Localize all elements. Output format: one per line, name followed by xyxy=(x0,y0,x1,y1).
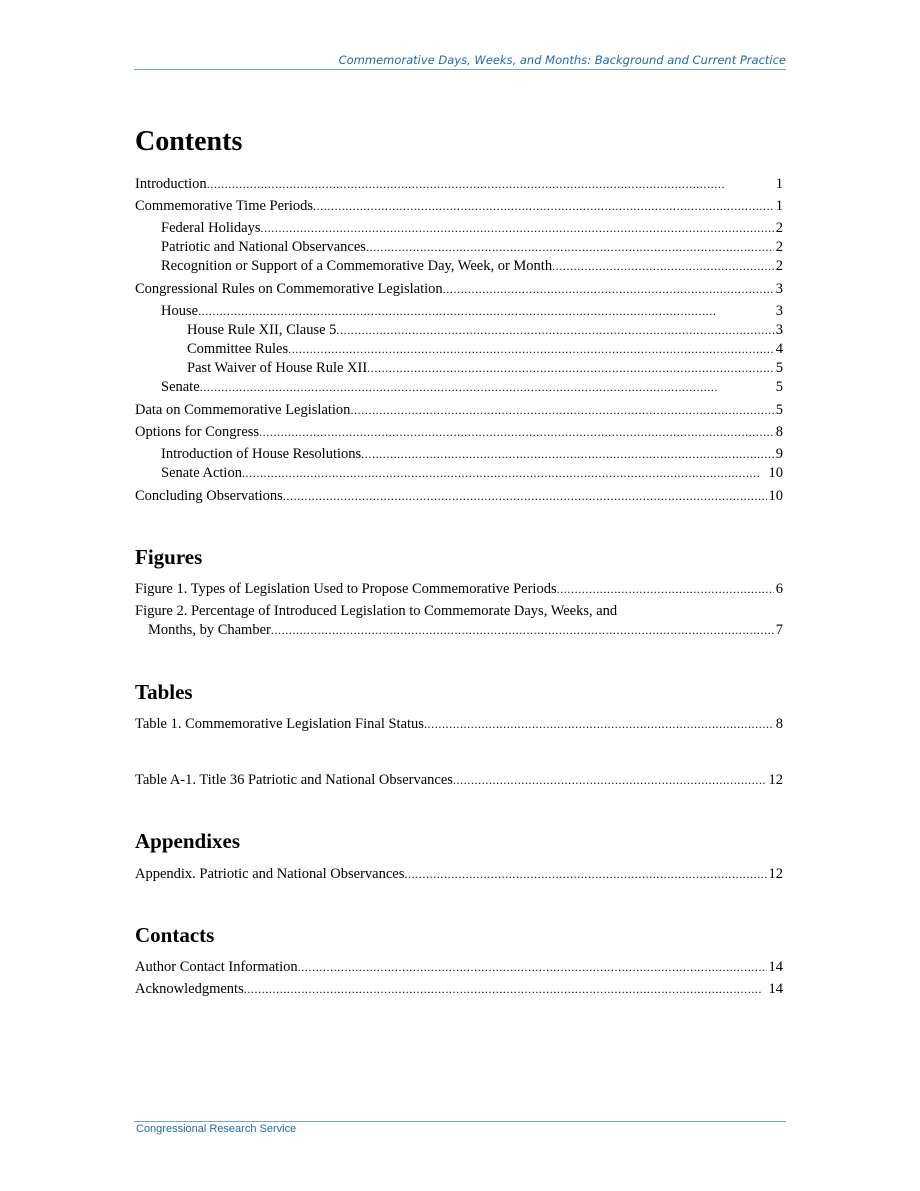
toc-entry-label: Appendix. Patriotic and National Observances xyxy=(135,866,405,882)
toc-page-number: 3 xyxy=(775,322,783,338)
toc-page-number: 5 xyxy=(775,379,783,395)
toc-entry-federal-holidays[interactable] xyxy=(161,219,783,238)
toc-entry-label: Commemorative Time Periods xyxy=(135,198,314,214)
toc-entry-house-rule-xii[interactable] xyxy=(187,321,783,340)
toc-entry-house[interactable] xyxy=(161,302,783,321)
toc-page-number: 3 xyxy=(775,303,783,319)
toc-entry-congressional-rules[interactable] xyxy=(135,280,783,299)
toc-entry-introduction[interactable] xyxy=(135,175,783,194)
appendixes-title: Appendixes xyxy=(135,829,241,853)
toc-page-number: 10 xyxy=(768,465,783,481)
toc-entry-figure-1[interactable] xyxy=(135,580,783,599)
toc-entry-label: Senate xyxy=(161,379,200,395)
toc-entry-label: Recognition or Support of a Commemorative Day, Week, or Month xyxy=(161,258,553,274)
toc-page-number: 2 xyxy=(775,220,783,236)
toc-entry-acknowledgments[interactable] xyxy=(135,980,783,999)
header-rule xyxy=(134,69,786,70)
toc-page-number: 6 xyxy=(775,581,783,597)
toc-page-number: 8 xyxy=(775,424,783,440)
toc-entry-label: Author Contact Information xyxy=(135,959,298,975)
toc-entry-label: Months, by Chamber xyxy=(148,622,271,638)
toc-entry-patriotic-observances[interactable] xyxy=(161,238,783,257)
toc-page-number: 9 xyxy=(775,446,783,462)
toc-entry-label: House Rule XII, Clause 5 xyxy=(187,322,337,338)
toc-page-number: 14 xyxy=(768,981,783,997)
toc-entry-label: Committee Rules xyxy=(187,341,289,357)
toc-entry-past-waiver[interactable] xyxy=(187,359,783,378)
toc-entry-label: Figure 1. Types of Legislation Used to Propose Commemorative Periods xyxy=(135,581,557,597)
toc-page-number: 5 xyxy=(775,360,783,376)
toc-entry-figure-2-line1[interactable]: Figure 2. Percentage of Introduced Legislation to Commemorate Days, Weeks, and xyxy=(135,603,618,619)
toc-entry-label: Table 1. Commemorative Legislation Final Status xyxy=(135,716,424,732)
toc-entry-concluding[interactable] xyxy=(135,487,783,506)
toc-page-number: 2 xyxy=(775,239,783,255)
toc-page-number: 4 xyxy=(775,341,783,357)
toc-entry-label: House xyxy=(161,303,199,319)
toc-entry-options[interactable] xyxy=(135,423,783,442)
toc-entry-recognition-support[interactable] xyxy=(161,257,783,276)
toc-entry-label: Concluding Observations xyxy=(135,488,283,504)
toc-page-number: 3 xyxy=(775,281,783,297)
toc-entry-label: Introduction of House Resolutions xyxy=(161,446,362,462)
toc-page-number: 5 xyxy=(775,402,783,418)
contents-title: Contents xyxy=(135,126,243,157)
toc-page-number: 8 xyxy=(775,716,783,732)
toc-entry-commemorative-time-periods[interactable] xyxy=(135,197,783,216)
toc-entry-label: Senate Action xyxy=(161,465,242,481)
toc-entry-label: Table A-1. Title 36 Patriotic and National Observances xyxy=(135,772,453,788)
toc-entry-label: Acknowledgments xyxy=(135,981,244,997)
toc-entry-table-a1[interactable] xyxy=(135,771,783,790)
toc-page-number: 1 xyxy=(775,176,783,192)
toc-entry-appendix[interactable] xyxy=(135,865,783,884)
toc-page-number: 7 xyxy=(775,622,783,638)
toc-page-number: 12 xyxy=(768,866,783,882)
toc-entry-label: Federal Holidays xyxy=(161,220,261,236)
toc-page-number: 1 xyxy=(775,198,783,214)
running-footer: Congressional Research Service xyxy=(136,1123,297,1135)
toc-entry-house-resolutions[interactable] xyxy=(161,445,783,464)
toc-page-number: 14 xyxy=(768,959,783,975)
toc-entry-committee-rules[interactable] xyxy=(187,340,783,359)
tables-title: Tables xyxy=(135,680,193,704)
figures-title: Figures xyxy=(135,545,203,569)
toc-entry-label: Options for Congress xyxy=(135,424,260,440)
toc-entry-label: Introduction xyxy=(135,176,207,192)
toc-entry-data[interactable] xyxy=(135,401,783,420)
toc-entry-figure-2[interactable] xyxy=(148,621,783,640)
toc-page-number: 10 xyxy=(768,488,783,504)
toc-entry-senate[interactable] xyxy=(161,378,783,397)
toc-entry-label: Data on Commemorative Legislation xyxy=(135,402,351,418)
footer-rule xyxy=(134,1121,786,1122)
toc-page-number: 2 xyxy=(775,258,783,274)
toc-page-number: 12 xyxy=(768,772,783,788)
toc-entry-table-1[interactable] xyxy=(135,715,783,734)
running-header: Commemorative Days, Weeks, and Months: Background and Current Practice xyxy=(338,53,786,67)
contacts-title: Contacts xyxy=(135,923,215,947)
toc-entry-label: Congressional Rules on Commemorative Legislation xyxy=(135,281,443,297)
toc-entry-author-contact[interactable] xyxy=(135,958,783,977)
toc-entry-label: Past Waiver of House Rule XII xyxy=(187,360,368,376)
toc-entry-senate-action[interactable] xyxy=(161,464,783,483)
toc-entry-label: Patriotic and National Observances xyxy=(161,239,366,255)
